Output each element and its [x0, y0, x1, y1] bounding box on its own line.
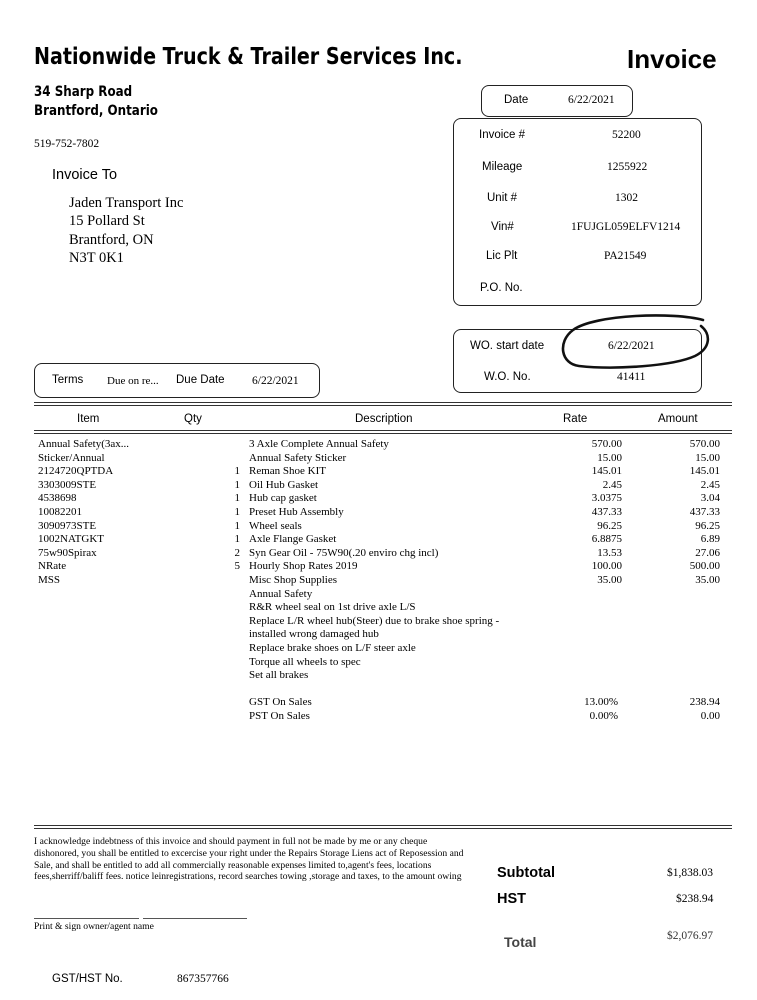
- col-header-description: Description: [355, 413, 413, 425]
- cell-desc: 3 Axle Complete Annual Safety: [249, 438, 389, 450]
- acknowledgement-text: I acknowledge indebtness of this invoice and should payment in full not be made by me or any cheque dishonored, you shall be entitled to excercise your right under the Repairs Storage Liens act of Reposession and Sale, and shall be entitled to add all commercially reasonable expenses limited to,agent's fees, locations fees,sherriff/baliff fees. notice leinregistrations, record searches towing ,storage and taxes, to the amount owing: [34, 836, 464, 883]
- table-header-rule: [34, 430, 732, 431]
- cell-amount: 437.33: [689, 506, 720, 518]
- document-title: Invoice: [627, 44, 717, 74]
- cell-rate: 3.0375: [591, 492, 622, 505]
- date-value: 6/22/2021: [568, 94, 615, 106]
- cell-item: 3090973STE: [38, 519, 97, 532]
- cell-item: 3303009STE: [38, 478, 97, 491]
- cell-qty: 2: [234, 546, 240, 559]
- cell-amount: 3.04: [700, 492, 720, 505]
- cell-qty: 1: [234, 478, 240, 491]
- vin-label: Vin#: [491, 221, 514, 233]
- footer-top-rule: [34, 828, 732, 829]
- cell-qty: 5: [234, 560, 240, 573]
- cell-rate: 100.00: [591, 560, 622, 573]
- cell-rate: 437.33: [591, 506, 622, 518]
- gst-number-label: GST/HST No.: [52, 973, 123, 985]
- company-address-line-2: Brantford, Ontario: [34, 103, 158, 119]
- cell-desc: Annual Safety: [249, 587, 313, 600]
- cell-amount: 35.00: [695, 574, 720, 586]
- cell-desc: Replace brake shoes on L/F steer axle: [249, 642, 416, 654]
- terms-label: Terms: [52, 374, 84, 386]
- cell-qty: 1: [234, 492, 240, 505]
- cell-desc: Oil Hub Gasket: [249, 478, 319, 491]
- cell-desc: Annual Safety Sticker: [249, 451, 347, 464]
- cell-desc: Syn Gear Oil - 75W90(.20 enviro chg incl): [249, 546, 439, 559]
- due-date-label: Due Date: [176, 374, 225, 386]
- cell-item: 1002NATGKT: [38, 533, 104, 546]
- vin-value: 1FUJGL059ELFV1214: [571, 221, 681, 233]
- invoice-number-value: 52200: [612, 129, 641, 141]
- invoice-info-box: [453, 118, 702, 306]
- company-address-line-1: 34 Sharp Road: [34, 84, 133, 100]
- license-plate-label: Lic Plt: [486, 250, 518, 262]
- wo-start-date-value: 6/22/2021: [608, 340, 655, 352]
- cell-rate: 13.53: [597, 546, 622, 559]
- tax-cell-rate: 0.00%: [589, 709, 618, 722]
- cell-rate: 35.00: [597, 574, 622, 586]
- cell-amount: 570.00: [689, 438, 720, 450]
- col-header-rate: Rate: [563, 413, 588, 425]
- cell-desc: Preset Hub Assembly: [249, 506, 344, 518]
- cell-desc: Reman Shoe KIT: [249, 465, 326, 478]
- signature-line: [34, 918, 139, 919]
- signature-line: [143, 918, 247, 919]
- table-top-rule: [34, 405, 732, 406]
- cell-item: 4538698: [38, 492, 77, 505]
- unit-number-value: 1302: [615, 192, 638, 204]
- bill-to-line: Jaden Transport Inc: [69, 195, 184, 211]
- total-value: $2,076.97: [667, 930, 713, 942]
- hst-label: HST: [497, 891, 526, 907]
- unit-number-label: Unit #: [487, 192, 518, 204]
- cell-desc: Hourly Shop Rates 2019: [249, 560, 358, 573]
- cell-rate: 145.01: [591, 465, 622, 478]
- mileage-value: 1255922: [607, 161, 648, 173]
- company-phone: 519-752-7802: [34, 138, 100, 150]
- cell-rate: 570.00: [591, 438, 622, 450]
- tax-cell-rate: 13.00%: [584, 696, 618, 708]
- cell-desc: Wheel seals: [249, 519, 302, 532]
- cell-amount: 500.00: [689, 560, 720, 573]
- cell-qty: 1: [234, 533, 240, 546]
- cell-desc: Set all brakes: [249, 669, 309, 682]
- bill-to-line: 15 Pollard St: [69, 213, 145, 230]
- table-header-rule: [34, 433, 732, 434]
- col-header-item: Item: [77, 413, 100, 425]
- cell-rate: 96.25: [597, 519, 622, 532]
- invoice-number-label: Invoice #: [479, 129, 526, 141]
- company-name: Nationwide Truck & Trailer Services Inc.: [34, 44, 463, 70]
- cell-amount: 15.00: [695, 451, 720, 464]
- cell-item: Annual Safety(3ax...: [38, 438, 130, 450]
- cell-qty: 1: [234, 465, 240, 478]
- gst-number-value: 867357766: [177, 973, 229, 985]
- cell-desc: Replace L/R wheel hub(Steer) due to brake shoe spring -: [249, 614, 500, 627]
- tax-cell-desc: PST On Sales: [249, 709, 310, 722]
- cell-item: NRate: [38, 560, 67, 573]
- terms-value: Due on re...: [107, 375, 159, 387]
- invoice-to-heading: Invoice To: [52, 167, 118, 183]
- total-label: Total: [504, 934, 537, 950]
- subtotal-value: $1,838.03: [667, 867, 713, 879]
- pen-circle-annotation: [555, 312, 715, 372]
- col-header-qty: Qty: [184, 413, 202, 425]
- due-date-value: 6/22/2021: [252, 375, 299, 387]
- cell-desc: Hub cap gasket: [249, 492, 317, 505]
- cell-amount: 27.06: [695, 546, 720, 559]
- cell-item: 10082201: [38, 506, 82, 518]
- cell-item: 75w90Spirax: [38, 546, 97, 559]
- cell-desc: installed wrong damaged hub: [249, 628, 379, 641]
- cell-qty: 1: [234, 506, 240, 518]
- cell-qty: 1: [234, 519, 240, 532]
- bill-to-line: Brantford, ON: [69, 231, 154, 248]
- cell-item: Sticker/Annual: [38, 451, 105, 464]
- date-label: Date: [504, 94, 529, 106]
- po-number-label: P.O. No.: [480, 282, 523, 294]
- bill-to-line: N3T 0K1: [69, 249, 124, 266]
- cell-desc: Torque all wheels to spec: [249, 655, 361, 668]
- col-header-amount: Amount: [658, 413, 698, 425]
- wo-number-label: W.O. No.: [484, 371, 531, 383]
- cell-rate: 2.45: [602, 478, 622, 491]
- tax-cell-amount: 0.00: [700, 709, 720, 722]
- cell-item: 2124720QPTDA: [38, 465, 114, 478]
- cell-desc: R&R wheel seal on 1st drive axle L/S: [249, 601, 416, 614]
- cell-amount: 96.25: [695, 519, 720, 532]
- terms-box: [34, 363, 320, 398]
- cell-amount: 2.45: [700, 478, 720, 491]
- hst-value: $238.94: [676, 893, 714, 905]
- date-box: [481, 85, 633, 117]
- subtotal-label: Subtotal: [497, 865, 555, 881]
- bill-to-address: [69, 194, 183, 267]
- cell-rate: 6.8875: [591, 533, 622, 546]
- cell-desc: Misc Shop Supplies: [249, 574, 338, 586]
- mileage-label: Mileage: [482, 161, 523, 173]
- tax-cell-amount: 238.94: [689, 696, 720, 708]
- cell-item: MSS: [38, 574, 61, 586]
- wo-number-value: 41411: [617, 371, 646, 383]
- footer-top-rule: [34, 825, 732, 826]
- wo-start-date-label: WO. start date: [470, 340, 545, 352]
- cell-desc: Axle Flange Gasket: [249, 533, 337, 546]
- tax-cell-desc: GST On Sales: [249, 696, 312, 708]
- cell-amount: 145.01: [689, 465, 720, 478]
- license-plate-value: PA21549: [604, 250, 647, 262]
- cell-amount: 6.89: [700, 533, 720, 546]
- cell-rate: 15.00: [597, 451, 622, 464]
- sign-label: Print & sign owner/agent name: [34, 921, 154, 932]
- table-top-rule: [34, 402, 732, 403]
